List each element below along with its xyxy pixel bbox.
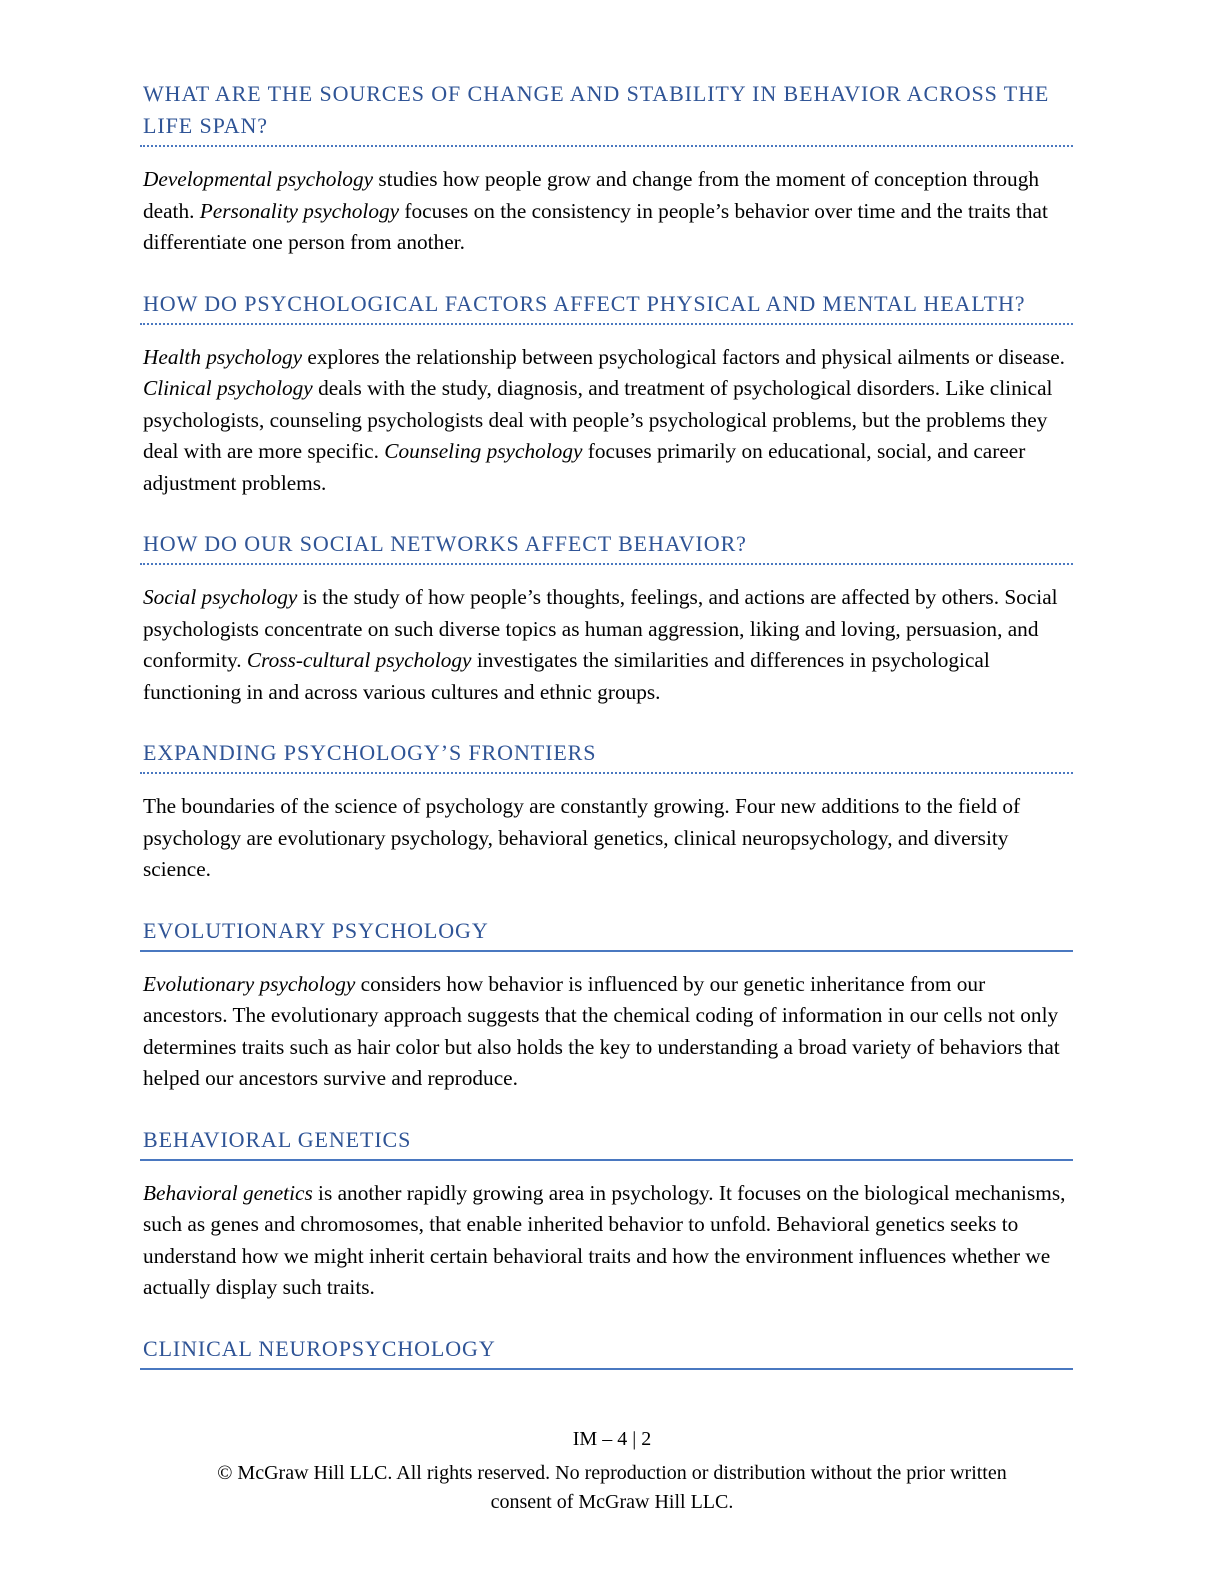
- text-run: is another rapidly growing area in psychology. It focuses on the biological mechanisms, such as genes and chromosomes, that enable inherited behavior to unfold. Behavioral genetics seeks to understand how we might inherit certain behavioral traits and how the environment influences whether we actually display such traits.: [143, 1180, 1066, 1299]
- term-italic: Evolutionary psychology: [143, 971, 356, 996]
- text-run: deals with the study, diagnosis, and treatment of psychological disorders. Like clinical psychologists, counseling psychologists deal with people’s psychological problems, but the problems they deal with are more specific.: [143, 376, 1053, 463]
- term-italic: Social psychology: [143, 585, 298, 609]
- section-paragraph: [140, 164, 1073, 259]
- section-paragraph: [140, 342, 1073, 500]
- section-paragraph: [140, 1178, 1073, 1304]
- text-run: The boundaries of the science of psychology are constantly growing. Four new additions to the field of psychology are evolutionary psychology, behavioral genetics, clinical neuropsychology, and diversity science.: [143, 794, 1021, 881]
- text-run: considers how behavior is influenced by our genetic inheritance from our ancestors. The evolutionary approach suggests that the chemical coding of information in our cells not only determines traits such as hair color but also holds the key to understanding a broad variety of behaviors that helped our ancestors survive and reproduce.: [143, 971, 1060, 1090]
- section-heading: BEHAVIORAL GENETICS: [140, 1124, 1073, 1161]
- term-italic: Counseling psychology: [384, 439, 583, 463]
- section-heading: EVOLUTIONARY PSYCHOLOGY: [140, 915, 1073, 952]
- section-heading: EXPANDING PSYCHOLOGY’S FRONTIERS: [140, 737, 1073, 774]
- text-run: investigates the similarities and differences in psychological functioning in and across various cultures and ethnic groups.: [143, 648, 990, 704]
- term-italic: Behavioral genetics: [143, 1180, 313, 1205]
- section-heading: CLINICAL NEUROPSYCHOLOGY: [140, 1333, 1073, 1370]
- term-italic: Health psychology: [143, 344, 303, 369]
- section-heading: WHAT ARE THE SOURCES OF CHANGE AND STABILITY IN BEHAVIOR ACROSS THE LIFE SPAN?: [140, 78, 1073, 147]
- page-number: IM – 4 | 2: [572, 1428, 652, 1450]
- term-italic: Cross-cultural psychology: [246, 648, 472, 672]
- term-italic: Developmental psychology: [143, 167, 374, 191]
- term-italic: Personality psychology: [199, 198, 400, 223]
- document-body: [140, 78, 1073, 1370]
- section-paragraph: [140, 791, 1073, 886]
- section-heading: HOW DO OUR SOCIAL NETWORKS AFFECT BEHAVIOR?: [140, 528, 1073, 565]
- text-run: explores the relationship between psychological factors and physical ailments or disease.: [302, 344, 1065, 369]
- copyright-line-2: consent of McGraw Hill LLC.: [490, 1491, 734, 1513]
- text-run: is the study of how people’s thoughts, feelings, and actions are affected by others. Social psychologists concentrate on such diverse topics as human aggression, liking and loving, persuasion, and conformity.: [143, 585, 1058, 672]
- term-italic: Clinical psychology: [143, 376, 313, 400]
- text-run: focuses on the consistency in people’s behavior over time and the traits that differentiate one person from another.: [143, 198, 1048, 254]
- section-paragraph: [140, 969, 1073, 1095]
- section-heading: HOW DO PSYCHOLOGICAL FACTORS AFFECT PHYSICAL AND MENTAL HEALTH?: [140, 288, 1073, 325]
- text-run: focuses primarily on educational, social, and career adjustment problems.: [143, 439, 1026, 495]
- text-run: studies how people grow and change from the moment of conception through death.: [143, 167, 1040, 223]
- page-footer: [0, 1425, 1224, 1517]
- copyright-line-1: © McGraw Hill LLC. All rights reserved. No reproduction or distribution without the prior written: [217, 1462, 1007, 1484]
- section-paragraph: [140, 582, 1073, 708]
